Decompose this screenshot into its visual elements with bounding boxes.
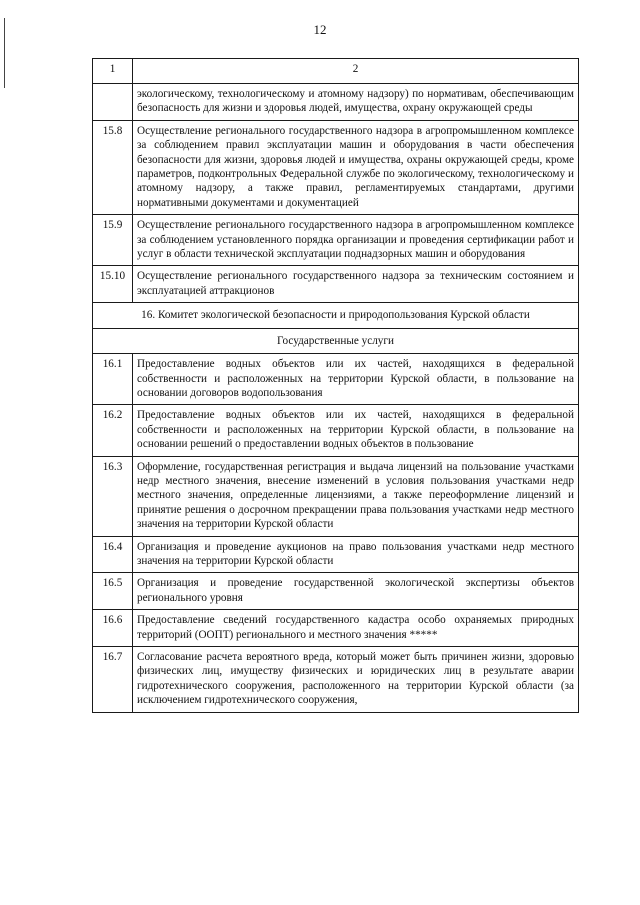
subsection-heading-row (93, 328, 579, 353)
row-text: Осуществление регионального государственного надзора в агропромышленном комплексе за соблюдением правил эксплуатации машин и оборудования в части обеспечения безопасности для жизни, здоровья людей и имущества, охраны окружающей среды, кроме параметров, подконтрольных Федеральной службе по экологическому, технологическому и атомному надзору, а также правил, регламентируемых стандартами, другими нормативными документами и документацией (133, 120, 579, 214)
table-row (93, 266, 579, 303)
table-row (93, 405, 579, 456)
row-number: 16.7 (93, 647, 133, 713)
row-text: Предоставление водных объектов или их частей, находящихся в федеральной собственности и расположенных на территории Курской области, в пользование на основании договоров водопользования (133, 354, 579, 405)
page-number: 12 (313, 22, 327, 37)
row-text: Оформление, государственная регистрация и выдача лицензий на пользование участками недр местного значения, внесение изменений в условия пользования участками недр местного значения, определенные лицензиями, а также переоформление лицензий и принятие решения о досрочном прекращении права пользования участками недр местного значения на территории Курской области (133, 456, 579, 536)
section-title: 16. Комитет экологической безопасности и природопользования Курской области (93, 303, 579, 328)
table-row (93, 456, 579, 536)
table-row (93, 610, 579, 647)
row-text: Осуществление регионального государственного надзора за техническим состоянием и эксплуатацией аттракционов (133, 266, 579, 303)
row-number: 15.9 (93, 215, 133, 266)
row-number-empty (93, 84, 133, 121)
header-col-1: 1 (93, 59, 133, 84)
row-text: Предоставление сведений государственного кадастра особо охраняемых природных территорий (ООПТ) регионального и местного значения ***** (133, 610, 579, 647)
row-number: 16.3 (93, 456, 133, 536)
table-row (93, 536, 579, 573)
row-text: Осуществление регионального государственного надзора в агропромышленном комплексе за соблюдением установленного порядка организации и проведения сертификации работ и услуг в области технической эксплуатации поднадзорных машин и оборудования (133, 215, 579, 266)
row-number: 16.4 (93, 536, 133, 573)
row-number: 16.6 (93, 610, 133, 647)
row-text: экологическому, технологическому и атомному надзору) по нормативам, обеспечивающим безопасность для жизни и здоровья людей, имущества, охрану окружающей среды (133, 84, 579, 121)
table-row (93, 215, 579, 266)
services-table (92, 58, 579, 713)
row-text: Согласование расчета вероятного вреда, который может быть причинен жизни, здоровью физических лиц, имуществу физических и юридических лиц в результате аварии гидротехнического сооружения, расположенного на территории Курской области (за исключением гидротехнического сооружения, (133, 647, 579, 713)
row-number: 16.1 (93, 354, 133, 405)
section-heading-row (93, 303, 579, 328)
row-number: 15.10 (93, 266, 133, 303)
subsection-title: Государственные услуги (93, 328, 579, 353)
row-text: Предоставление водных объектов или их частей, находящихся в федеральной собственности и расположенных на территории Курской области, в пользование на основании решений о предоставлении водных объектов в пользование (133, 405, 579, 456)
table-header-row (93, 59, 579, 84)
table-row (93, 354, 579, 405)
row-number: 16.5 (93, 573, 133, 610)
row-number: 15.8 (93, 120, 133, 214)
header-col-2: 2 (133, 59, 579, 84)
row-number: 16.2 (93, 405, 133, 456)
table-row (93, 647, 579, 713)
row-text: Организация и проведение государственной экологической экспертизы объектов регионального уровня (133, 573, 579, 610)
table-row (93, 120, 579, 214)
table-row-continuation (93, 84, 579, 121)
table-row (93, 573, 579, 610)
row-text: Организация и проведение аукционов на право пользования участками недр местного значения на территории Курской области (133, 536, 579, 573)
